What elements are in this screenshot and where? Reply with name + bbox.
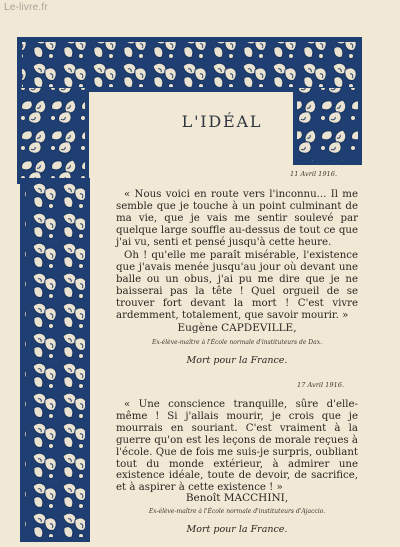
author-name: Benoît MACCHINI, xyxy=(185,492,289,504)
top-band xyxy=(17,37,362,92)
mort-pour-la-france: Mort pour la France. xyxy=(186,355,288,366)
letter-paragraph: « Nous voici en route vers l'inconnu... Il me semble que je touche à un point culminant de ma vie, que je vais me sentir soulevé par quelque large souffle au-dessus de tout ce que j'ai vu, senti et pensé jusqu'à cette heure. xyxy=(116,189,358,248)
letter-date: 17 Avril 1916. xyxy=(297,381,345,389)
page-title: L'IDÉAL xyxy=(181,112,263,131)
letter-paragraph: « Une conscience tranquille, sûre d'elle-même ! Si j'allais mourir, je crois que je mourrais en souriant. C'est vraiment à la guerre qu'on est les leçons de morale reçues à l'école. Que de fois me suis-je surpris, oubliant tout du monde extérieur, à admirer une existence idéale, toute de devoir, de sacrifice, et à aspirer à cette existence ! » xyxy=(116,399,358,494)
author-name: Eugène CAPDEVILLE, xyxy=(177,322,297,334)
author-role: Ex-élève-maître à l'École normale d'instituteurs d'Ajaccio. xyxy=(148,508,326,515)
watermark: Le-livre.fr xyxy=(4,2,48,13)
author-role: Ex-élève-maître à l'École normale d'instituteurs de Dax. xyxy=(152,339,322,346)
left-column xyxy=(17,88,89,184)
letter-date: 11 Avril 1916. xyxy=(290,170,338,178)
mort-pour-la-france: Mort pour la France. xyxy=(186,524,288,535)
left-vertical-band xyxy=(20,178,90,542)
letter-paragraph: Oh ! qu'elle me paraît misérable, l'existence que j'avais menée jusqu'au jour où devant une balle ou un obus, j'ai pu me dire que je ne baisserai pas la tête ! Quel orgueil de se trouver fort devant la mort ! C'est vivre ardemment, totalement, que savoir mourir. » xyxy=(116,250,358,321)
